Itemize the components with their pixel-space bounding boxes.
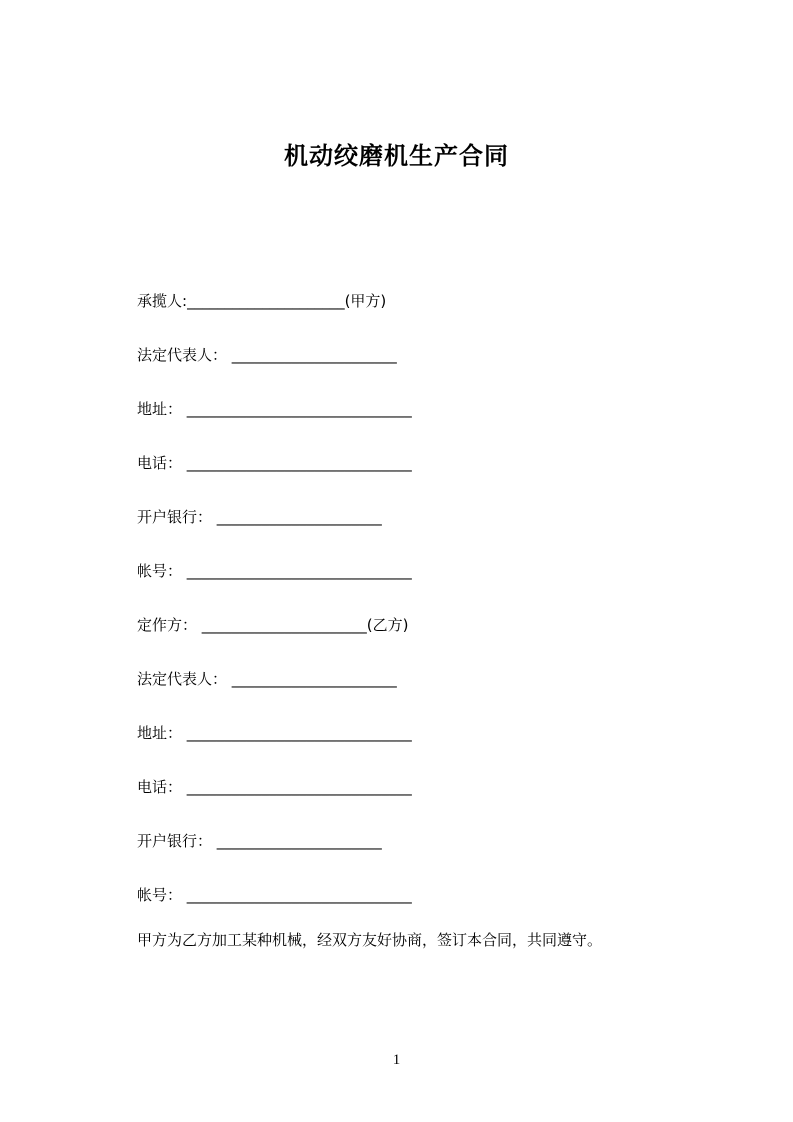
field-row-account-a — [137, 563, 733, 617]
field-row-address-b — [137, 725, 733, 779]
field-row-orderer — [137, 617, 733, 671]
field-blank: ______________________ — [231, 670, 397, 688]
field-row-bank-a — [137, 509, 733, 563]
field-suffix: (乙方) — [366, 616, 409, 634]
field-label: 电话： — [137, 778, 183, 796]
party-info-fields — [137, 293, 733, 941]
field-label: 法定代表人： — [137, 670, 228, 688]
field-row-address-a — [137, 401, 733, 455]
field-row-bank-b — [137, 833, 733, 887]
intro-paragraph: 甲方为乙方加工某种机械，经双方友好协商，签订本合同，共同遵守。 — [137, 931, 603, 949]
field-label: 地址： — [137, 724, 183, 742]
field-label: 帐号： — [137, 886, 183, 904]
field-blank: _____________________ — [187, 292, 345, 310]
field-row-legal-rep-b — [137, 671, 733, 725]
field-row-legal-rep-a — [137, 347, 733, 401]
field-blank: ______________________________ — [186, 400, 412, 418]
field-blank: ______________________ — [216, 832, 382, 850]
field-blank: ______________________________ — [186, 562, 412, 580]
field-blank: ______________________________ — [186, 886, 412, 904]
field-blank: ______________________ — [231, 346, 397, 364]
field-label: 开户银行： — [137, 508, 213, 526]
field-label: 定作方： — [137, 616, 198, 634]
field-label: 承揽人: — [137, 292, 188, 310]
field-label: 帐号： — [137, 562, 183, 580]
field-label: 法定代表人： — [137, 346, 228, 364]
page-number: 1 — [392, 1052, 401, 1068]
field-row-phone-b — [137, 779, 733, 833]
field-label: 电话： — [137, 454, 183, 472]
field-blank: ______________________________ — [186, 454, 412, 472]
field-label: 开户银行： — [137, 832, 213, 850]
document-title: 机动绞磨机生产合同 — [284, 142, 509, 170]
field-label: 地址： — [137, 400, 183, 418]
field-suffix: (甲方) — [344, 292, 387, 310]
field-row-contractor — [137, 293, 733, 347]
field-blank: ______________________ — [216, 508, 382, 526]
field-row-phone-a — [137, 455, 733, 509]
field-blank: ______________________________ — [186, 724, 412, 742]
field-blank: ______________________________ — [186, 778, 412, 796]
field-blank: ______________________ — [201, 616, 367, 634]
